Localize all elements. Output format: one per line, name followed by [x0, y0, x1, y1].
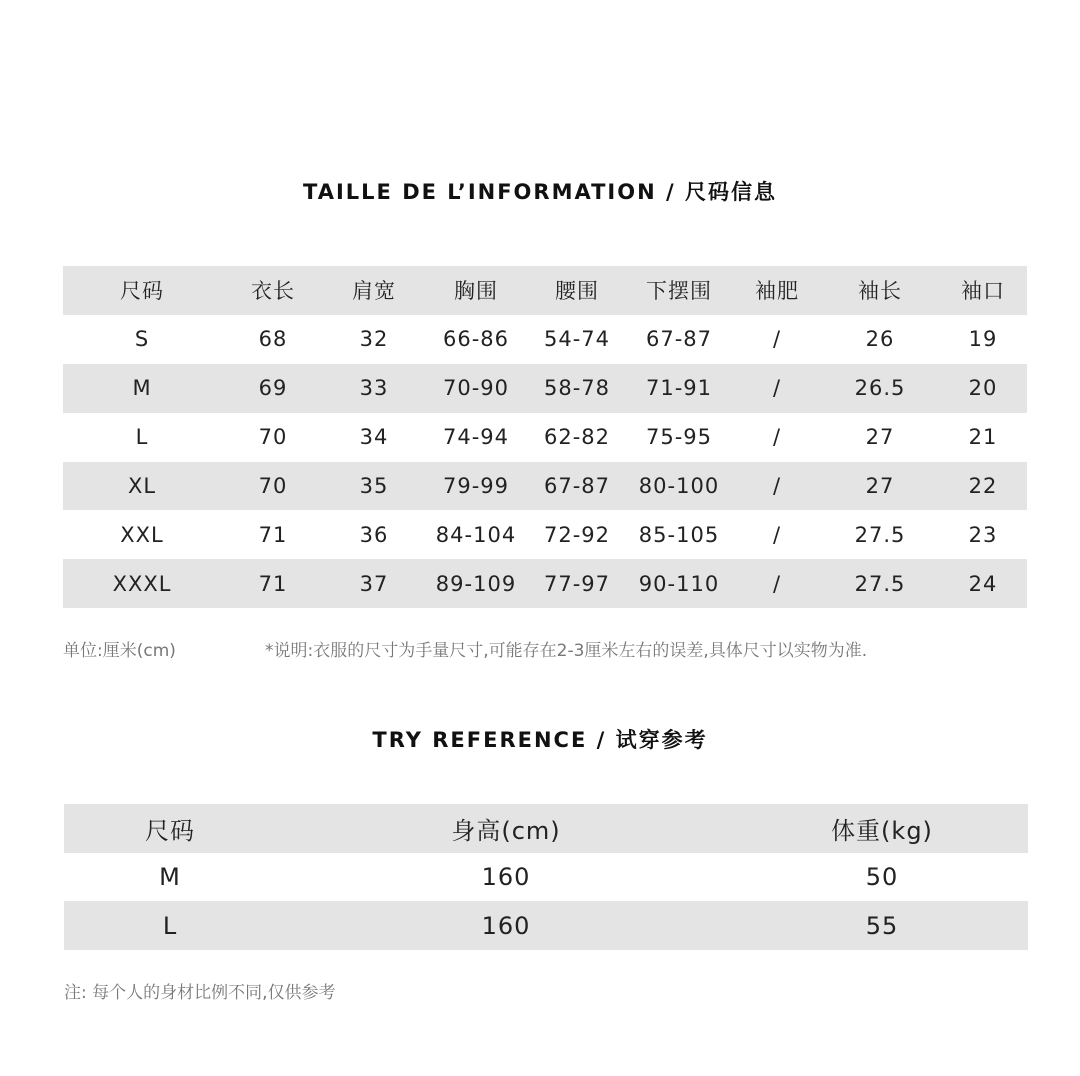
table-cell: 160 [276, 901, 736, 950]
table-cell: 67-87 [645, 327, 713, 352]
header-cell: 体重(kg) [736, 804, 1028, 853]
table-cell: 70-90 [423, 364, 529, 413]
try-table-header-row [64, 804, 1028, 853]
table-cell: 27 [865, 425, 895, 450]
table-cell: S [134, 327, 150, 352]
table-cell: 71 [258, 522, 288, 547]
table-cell: 27.5 [854, 522, 906, 547]
size-info-title: TAILLE DE L’INFORMATION / 尺码信息 [303, 180, 777, 204]
table-cell: 33 [325, 364, 423, 413]
table-row [63, 315, 1027, 364]
header-cell: 身高(cm) [276, 804, 736, 853]
table-cell: 55 [736, 901, 1028, 950]
table-cell: 34 [359, 425, 389, 450]
table-cell: 66-86 [442, 327, 510, 352]
table-cell: / [772, 327, 782, 352]
table-cell: L [135, 425, 149, 450]
table-cell: M [63, 364, 221, 413]
table-cell: 21 [968, 425, 998, 450]
table-row [63, 413, 1027, 462]
table-cell: 80-100 [625, 462, 733, 511]
table-cell: 71-91 [625, 364, 733, 413]
header-cell: 肩宽 [325, 266, 423, 315]
table-cell: 19 [968, 327, 998, 352]
header-cell: 尺码 [64, 804, 276, 853]
table-cell: 70 [258, 425, 288, 450]
table-cell: 85-105 [638, 522, 720, 547]
table-cell: 69 [221, 364, 325, 413]
header-cell: 衣长 [221, 266, 325, 315]
table-cell: 62-82 [543, 425, 611, 450]
header-cell: 下摆围 [625, 266, 733, 315]
table-row [63, 559, 1027, 608]
table-row [63, 510, 1027, 559]
table-cell: 72-92 [543, 522, 611, 547]
try-reference-title: TRY REFERENCE / 试穿参考 [372, 728, 708, 752]
table-cell: 26.5 [821, 364, 939, 413]
table-cell: 71 [221, 559, 325, 608]
table-cell: 26 [865, 327, 895, 352]
table-cell: 36 [359, 522, 389, 547]
table-row [63, 364, 1027, 413]
table-cell: 70 [221, 462, 325, 511]
table-cell: XL [63, 462, 221, 511]
table-cell: L [64, 901, 276, 950]
table-cell: 27 [821, 462, 939, 511]
table-cell: 68 [258, 327, 288, 352]
table-cell: M [159, 863, 181, 892]
table-cell: 23 [968, 522, 998, 547]
table-row [63, 462, 1027, 511]
header-cell: 袖肥 [733, 266, 821, 315]
size-table [63, 266, 1027, 608]
table-cell: / [772, 522, 782, 547]
try-reference-table [64, 804, 1028, 950]
table-cell: / [733, 559, 821, 608]
size-table-header-row [63, 266, 1027, 315]
table-cell: 37 [325, 559, 423, 608]
table-cell: XXL [120, 522, 164, 547]
table-cell: 54-74 [543, 327, 611, 352]
table-cell: XXXL [63, 559, 221, 608]
table-cell: / [772, 425, 782, 450]
table-cell: 90-110 [625, 559, 733, 608]
table-cell: / [733, 462, 821, 511]
table-cell: 77-97 [529, 559, 625, 608]
table-cell: 58-78 [529, 364, 625, 413]
table-cell: 89-109 [423, 559, 529, 608]
table-cell: 160 [481, 863, 531, 892]
table-cell: 32 [359, 327, 389, 352]
table-cell: 24 [939, 559, 1027, 608]
table-cell: 27.5 [821, 559, 939, 608]
table-row [64, 901, 1028, 950]
table-cell: 35 [325, 462, 423, 511]
table-cell: 74-94 [442, 425, 510, 450]
header-cell: 腰围 [529, 266, 625, 315]
table-cell: 20 [939, 364, 1027, 413]
table-cell: 67-87 [529, 462, 625, 511]
table-cell: 79-99 [423, 462, 529, 511]
table-cell: 50 [865, 863, 899, 892]
table-cell: 84-104 [435, 522, 517, 547]
header-cell: 尺码 [63, 266, 221, 315]
unit-note: 单位:厘米(cm) [63, 641, 176, 661]
try-reference-note: 注: 每个人的身材比例不同,仅供参考 [64, 983, 336, 1003]
table-cell: 22 [939, 462, 1027, 511]
table-cell: / [733, 364, 821, 413]
header-cell: 胸围 [423, 266, 529, 315]
table-row [64, 853, 1028, 902]
header-cell: 袖长 [821, 266, 939, 315]
table-cell: 75-95 [645, 425, 713, 450]
measurement-explanation: *说明:衣服的尺寸为手量尺寸,可能存在2-3厘米左右的误差,具体尺寸以实物为准. [265, 641, 868, 661]
header-cell: 袖口 [939, 266, 1027, 315]
